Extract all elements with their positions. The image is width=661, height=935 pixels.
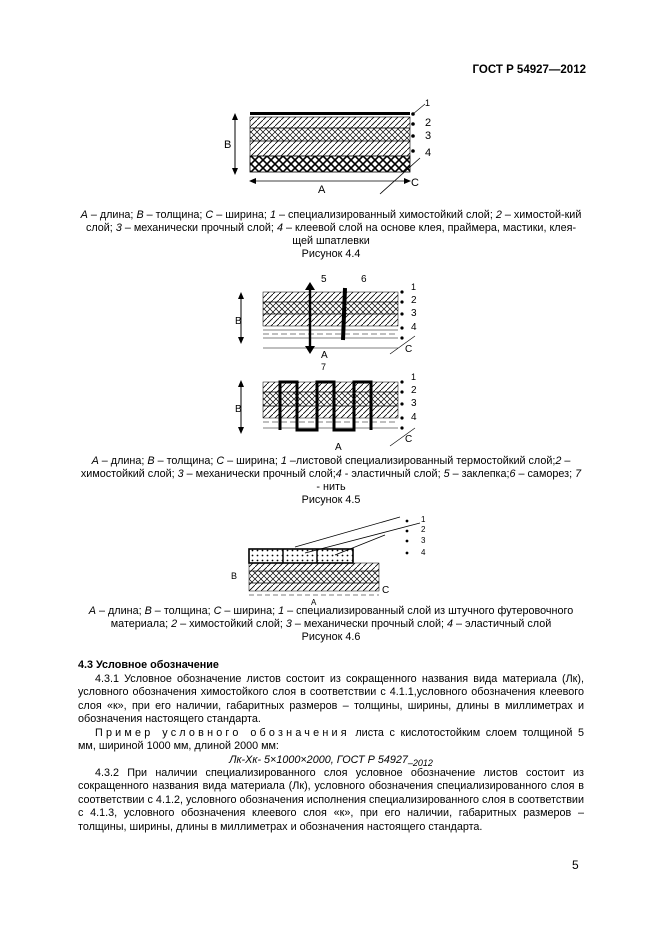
fig45-label-b: В <box>235 316 242 327</box>
fig45-caption-part: - нить <box>316 481 346 494</box>
fig44-caption-part: – толщина; <box>143 209 206 221</box>
fig46-caption-part: 1 <box>278 605 285 617</box>
fig45-caption-part: – заклепка; <box>449 468 510 481</box>
fig46-label-a: А <box>311 598 317 607</box>
paragraph-4-3-1: 4.3.1 Условное обозначение листов состоит из сокращенного названия вида материала (Лк), условного обозначения химостойкого слоя в соответствии с 4.1.1,условного обозначения клеевого слоя «к», при его наличии, габаритных размеров – толщины, ширины, длины в миллиметрах и обозначения настоящего стандарта. <box>78 673 584 726</box>
fig45-label-1: 1 <box>411 282 417 292</box>
fig45-label-a-2: А <box>335 442 342 453</box>
fig46-caption-part: А <box>88 605 96 617</box>
fig45-caption-part: 5 <box>443 468 450 481</box>
fig44-label-4: 4 <box>425 147 432 159</box>
fig45-caption-part: – толщина; <box>154 455 217 467</box>
fig45-caption-part: – ширина; <box>224 455 281 467</box>
fig45-caption-part: 2 <box>555 455 562 467</box>
fig45-label-a: А <box>321 350 328 361</box>
fig46-caption-part: 3 <box>285 618 292 631</box>
fig45-label-b-2: В <box>235 404 242 415</box>
fig46-caption-part: – ширина; <box>221 605 279 617</box>
fig46-label-3: 3 <box>421 536 426 545</box>
fig44-caption-part: А <box>80 209 88 221</box>
fig44-caption-part: – специализированный химостойкий слой; <box>275 209 496 221</box>
fig45-caption-part: – длина; <box>98 455 148 467</box>
fig45-label-4-2: 4 <box>411 412 417 423</box>
fig46-label-c: С <box>382 585 390 596</box>
fig45-caption-part: 6 <box>509 468 516 481</box>
fig45-label-2: 2 <box>411 295 417 306</box>
fig44-label-1: 1 <box>425 98 431 108</box>
fig44-caption-part: – ширина; <box>213 209 270 221</box>
fig44-label-3: 3 <box>425 130 432 142</box>
fig46-caption-part: – толщина; <box>151 605 214 617</box>
fig45-label-6: 6 <box>361 274 367 285</box>
fig45-caption-part: - эластичный слой; <box>341 468 444 481</box>
figure-4-4-title: Рисунок 4.4 <box>301 248 361 260</box>
fig44-label-c: С <box>411 177 419 189</box>
fig45-caption-part: В <box>147 455 155 467</box>
document-header: ГОСТ Р 54927—2012 <box>472 64 586 76</box>
fig45-label-4: 4 <box>411 322 417 333</box>
fig45-caption-part: 7 <box>575 468 582 481</box>
example-text: листа с кислотостойким слоем толщиной 5 мм, шириной 1000 мм, длиной 2000 мм: <box>78 727 584 753</box>
fig45-caption-part: – саморез; <box>515 468 576 481</box>
fig45-caption-part: – механически прочный слой; <box>183 468 336 481</box>
page-number: 5 <box>572 858 579 872</box>
fig46-caption-part: – длина; <box>96 605 145 617</box>
fig44-label-2: 2 <box>425 117 432 129</box>
example-paragraph <box>78 727 584 754</box>
fig46-label-b: В <box>231 571 238 581</box>
paragraph-4-3-2: 4.3.2 При наличии специализированного слоя условное обозначение листов состоит из сокращенного названия вида материала (Лк), условного обозначения специализированного слоя в соответствии с 4.1.2, условного обозначения исполнения специализированного слоя в соответствии с 4.1.3, условного обозначения клеевого слоя «к», при его наличии, габаритных размеров – толщины, ширины, длины в миллиметрах и обозначения настоящего стандарта. <box>78 767 584 833</box>
figure-4-5-drawing <box>225 270 435 455</box>
designation-main: Лк-Хк- 5×1000×2000, ГОСТ Р 54927 <box>229 754 408 766</box>
fig45-caption-part: А <box>91 455 99 467</box>
fig46-caption-part: – механически прочный слой; <box>291 618 448 631</box>
figure-4-6-drawing <box>225 513 445 607</box>
fig45-label-c-2: С <box>405 434 413 445</box>
fig44-caption-part: – химостой-кий слой; <box>85 209 582 235</box>
fig45-caption-part: 3 <box>177 468 184 481</box>
designation-sub: –2012 <box>407 758 433 769</box>
fig46-label-1: 1 <box>421 515 426 524</box>
fig46-label-2: 2 <box>421 525 426 534</box>
fig45-label-3-2: 3 <box>411 398 417 409</box>
fig46-caption-part: В <box>144 605 152 617</box>
fig44-caption-part: С <box>205 209 214 221</box>
fig46-label-4: 4 <box>421 548 426 557</box>
example-label: Пример условного обозначения <box>95 727 350 739</box>
fig44-caption-part: В <box>136 209 144 221</box>
fig45-caption-part: 4 <box>335 468 342 481</box>
fig45-label-c: С <box>405 344 413 355</box>
section-heading: 4.3 Условное обозначение <box>78 659 219 671</box>
fig45-caption-part: –листовой специализированный термостойкий слой; <box>286 455 556 467</box>
fig44-label-b: В <box>224 139 232 151</box>
fig45-label-7: 7 <box>321 362 327 372</box>
figure-4-6-title: Рисунок 4.6 <box>301 631 361 643</box>
fig44-caption-part: 1 <box>269 209 276 221</box>
fig45-label-5: 5 <box>321 274 327 285</box>
fig45-label-2-2: 2 <box>411 385 417 396</box>
fig45-label-3: 3 <box>411 308 417 319</box>
fig44-caption-part: – клеевой слой на основе клея, праймера, мастики, клея-щей шпатлевки <box>282 222 577 248</box>
figure-4-6-caption <box>78 605 584 631</box>
fig46-caption-part: – химостойкий слой; <box>177 618 286 631</box>
fig46-caption-part: – специализированный слой из штучного футеровочного материала; <box>110 605 574 631</box>
fig44-caption-part: 3 <box>115 222 122 235</box>
fig46-caption-part: 2 <box>171 618 178 631</box>
figure-4-5-caption <box>78 455 584 495</box>
fig44-caption-part: – длина; <box>87 209 137 221</box>
fig44-label-a: А <box>318 184 326 196</box>
fig45-caption-part: – химостойкий слой; <box>80 455 571 481</box>
figure-4-4-caption <box>78 209 584 249</box>
fig45-label-1-2: 1 <box>411 372 417 382</box>
figure-4-4-drawing <box>215 96 445 198</box>
fig44-caption-part: 4 <box>276 222 283 235</box>
fig46-caption-part: 4 <box>447 618 454 631</box>
fig44-caption-part: – механически прочный слой; <box>121 222 277 235</box>
figure-4-5-title: Рисунок 4.5 <box>301 494 361 506</box>
fig46-caption-part: С <box>213 605 222 617</box>
fig45-caption-part: С <box>216 455 225 467</box>
fig45-caption-part: 1 <box>280 455 287 467</box>
fig46-caption-part: – эластичный слой <box>453 618 552 631</box>
fig44-caption-part: 2 <box>495 209 502 221</box>
